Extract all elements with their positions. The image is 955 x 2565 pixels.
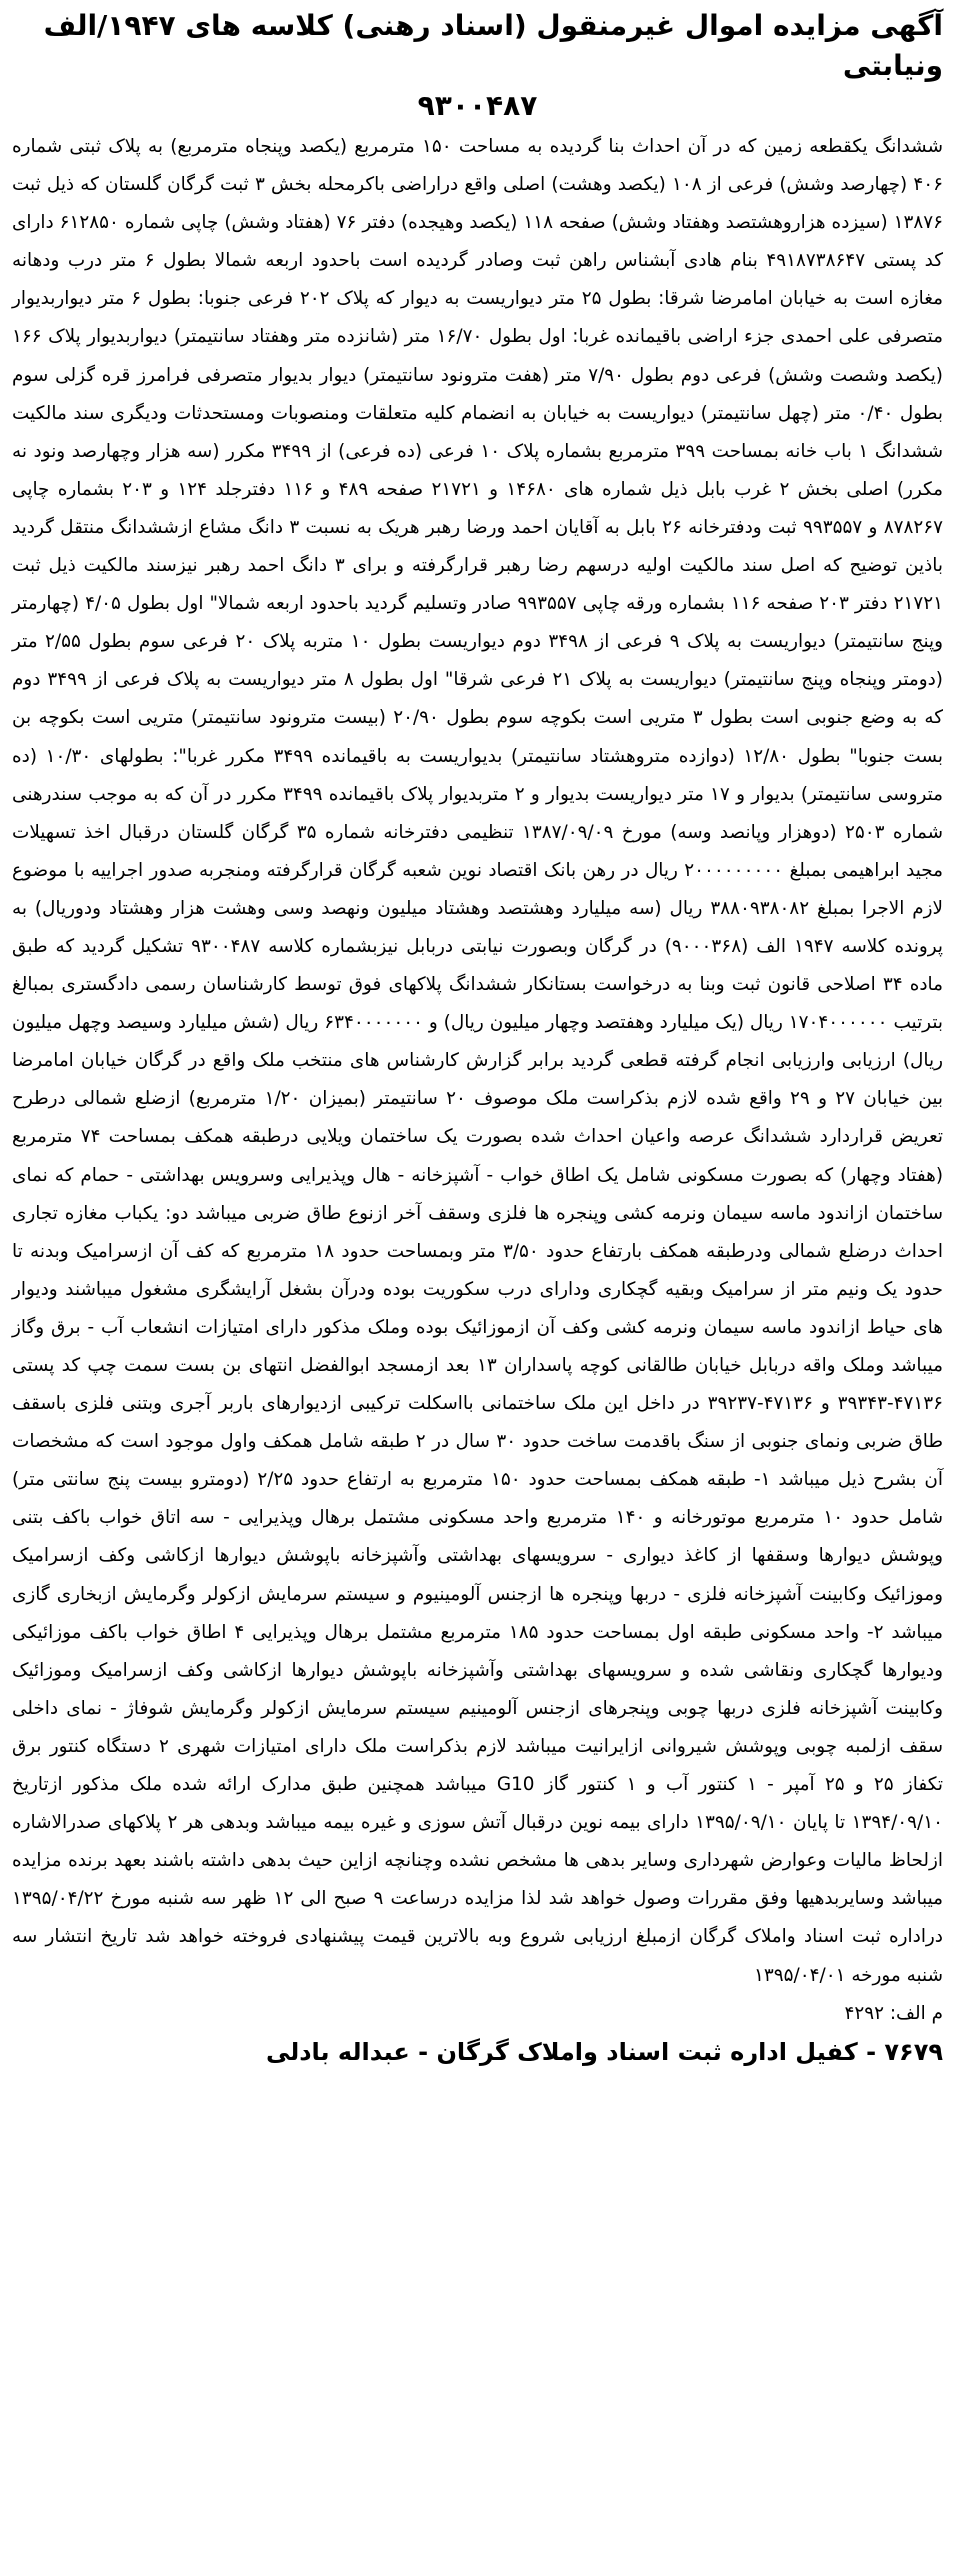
notice-title: آگهی مزایده اموال غیرمنقول (اسناد رهنی) کلاسه های ۱۹۴۷/الف ونیابتی xyxy=(43,9,943,82)
notice-body: ششدانگ یکقطعه زمین که در آن احداث بنا گردیده به مساحت ۱۵۰ مترمربع (یکصد وپنجاه مترمربع) به پلاک ثبتی شماره ۴۰۶ (چهارصد وشش) فرعی از ۱۰۸ (یکصد وهشت) اصلی واقع دراراضی باکرمحله بخش ۳ ثبت گرگان گلستان که ذیل ثبت ۱۳۸۷۶ (سیزده هزاروهشتصد وهفتاد وشش) صفحه ۱۱۸ (یکصد وهیجده) دفتر ۷۶ (هفتاد وشش) چاپی شماره ۶۱۲۸۵۰ دارای کد پستی ۴۹۱۸۷۳۸۶۴۷ بنام هادی آبشناس راهن ثبت وصادر گردیده است باحدود اربعه شمالا بطول ۶ متر درب ودهانه مغازه است به خیابان امامرضا شرقا: بطول ۲۵ متر دیواریست به دیوار که پلاک ۲۰۲ فرعی جنوبا: بطول ۶ متر دیواربدیوار متصرفی علی احمدی جزء اراضی باقیمانده غربا: اول بطول ۱۶/۷۰ متر (شانزده متر وهفتاد سانتیمتر) دیواربدیوار پلاک ۱۶۶ (یکصد وشصت وشش) فرعی دوم بطول ۷/۹۰ متر (هفت مترونود سانتیمتر) دیوار بدیوار متصرفی فرامرز قره گزلی سوم بطول ۰/۴۰ متر (چهل سانتیمتر) دیواریست به خیابان به انضمام کلیه متعلقات ومنصوبات ومستحدثات ودیگری سند مالکیت ششدانگ ۱ باب خانه بمساحت ۳۹۹ مترمربع بشماره پلاک ۱۰ فرعی (ده فرعی) از ۳۴۹۹ مکرر (سه هزار وچهارصد ونود نه مکرر) اصلی بخش ۲ غرب بابل ذیل شماره های ۱۴۶۸۰ و ۲۱۷۲۱ صفحه ۴۸۹ و ۱۱۶ دفترجلد ۱۲۴ و ۲۰۳ بشماره چاپی ۸۷۸۲۶۷ و ۹۹۳۵۵۷ ثبت ودفترخانه ۲۶ بابل به آقایان احمد ورضا رهبر هریک به نسبت ۳ دانگ مشاع ازششدانگ منتقل گردید باذین توضیح که اصل سند مالکیت اولیه درسهم رضا رهبر قرارگرفته و برای ۳ دانگ احمد رهبر نیزسند مالکیت ذیل ثبت ۲۱۷۲۱ دفتر ۲۰۳ صفحه ۱۱۶ بشماره ورقه چاپی ۹۹۳۵۵۷ صادر وتسلیم گردید باحدود اربعه شمالا" اول بطول ۴/۰۵ (چهارمتر وپنج سانتیمتر) دیواریست به پلاک ۹ فرعی از ۳۴۹۸ دوم دیواریست بطول ۱۰ متربه پلاک ۲۰ فرعی سوم بطول ۲/۵۵ متر (دومتر وپنجاه وپنج سانتیمتر) دیواریست به پلاک ۲۱ فرعی شرقا" اول بطول ۸ متر دیواریست به پلاک فرعی از ۳۴۹۹ دوم که به وضع جنوبی است بطول ۳ متریی است بکوچه سوم بطول ۲۰/۹۰ (بیست مترونود سانتیمتر) متریی است بکوچه بن بست جنوبا" بطول ۱۲/۸۰ (دوازده متروهشتاد سانتیمتر) بدیواریست به باقیمانده ۳۴۹۹ مکرر غربا": بطولهای ۱۰/۳۰ (ده متروسی سانتیمتر) بدیوار و ۱۷ متر دیواریست بدیوار و ۲ متربدیوار پلاک باقیمانده ۳۴۹۹ مکرر در آن که به موجب سندرهنی شماره ۲۵۰۳ (دوهزار وپانصد وسه) مورخ ۱۳۸۷/۰۹/۰۹ تنظیمی دفترخانه شماره ۳۵ گرگان گلستان درقبال اخذ تسهیلات مجید ابراهیمی بمبلغ ۲۰۰۰۰۰۰۰۰۰ ریال در رهن بانک اقتصاد نوین شعبه گرگان قرارگرفته ومنجربه صدور اجراییه با موضوع لازم الاجرا بمبلغ ۳۸۸۰۹۳۸۰۸۲ ریال (سه میلیارد وهشتصد وهشتاد میلیون ونهصد وسی وهشت هزار وهشتاد ودوریال) به پرونده کلاسه ۱۹۴۷ الف (۹۰۰۰۳۶۸) در گرگان وبصورت نیابتی دربابل نیزبشماره کلاسه ۹۳۰۰۴۸۷ تشکیل گردید که طبق ماده ۳۴ اصلاحی قانون ثبت وبنا به درخواست بستانکار ششدانگ پلاکهای فوق توسط کارشناسان رسمی دادگستری بمبالغ بترتیب ۱۷۰۴۰۰۰۰۰۰ ریال (یک میلیارد وهفتصد وچهار میلیون ریال) و ۶۳۴۰۰۰۰۰۰۰ ریال (شش میلیارد وسیصد وچهل میلیون ریال) ارزیابی وارزیابی انجام گرفته قطعی گردید برابر گزارش کارشناس های منتخب ملک واقع در گرگان خیابان امامرضا بین خیابان ۲۷ و ۲۹ واقع شده لازم بذکراست ملک موصوف ۲۰ سانتیمتر (بمیزان ۱/۲۰ مترمربع) ازضلع شمالی درطرح تعریض قراردارد ششدانگ عرصه واعیان احداث شده بصورت یک ساختمان ویلایی درطبقه همکف بمساحت ۷۴ مترمربع (هفتاد وچهار) که بصورت مسکونی شامل یک اطاق خواب - آشپزخانه - هال وپذیرایی وسرویس بهداشتی - حمام که نمای ساختمان ازاندود ماسه سیمان ونرمه کشی وپنجره ها فلزی وسقف آخر ازنوع طاق ضربی میباشد دو: یکباب مغازه تجاری احداث درضلع شمالی ودرطبقه همکف بارتفاع حدود ۳/۵۰ متر وبمساحت حدود ۱۸ مترمربع که کف آن ازسرامیک وبدنه تا حدود یک ونیم متر از سرامیک وبقیه گچکاری ودارای درب سکوریت بوده ودرآن بشغل آرایشگری مشغول میباشند ودیوار های حیاط ازاندود ماسه سیمان ونرمه کشی وکف آن ازموزائیک بوده وملک مذکور دارای امتیازات انشعاب آب - برق وگاز میباشد وملک واقه دربابل خیابان طالقانی کوچه پاسداران ۱۳ بعد ازمسجد ابوالفضل انتهای بن بست سمت چپ کد پستی ۴۷۱۳۶-۳۹۳۴۳ و ۴۷۱۳۶-۳۹۲۳۷ در داخل این ملک ساختمانی بااسکلت ترکیبی ازدیوارهای باربر آجری وبتنی فلزی باسقف طاق ضربی ونمای جنوبی از سنگ باقدمت ساخت حدود ۳۰ سال در ۲ طبقه شامل همکف واول موجود است که مشخصات آن بشرح ذیل میباشد ۱- طبقه همکف بمساحت حدود ۱۵۰ مترمربع به ارتفاع حدود ۲/۲۵ (دومترو بیست پنج سانتی متر) شامل حدود ۱۰ مترمربع موتورخانه و ۱۴۰ مترمربع واحد مسکونی مشتمل برهال وپذیرایی - سه اتاق خواب باکف بتنی وپوشش دیوارها وسقفها از کاغذ دیواری - سرویسهای بهداشتی وآشپزخانه باپوشش دیوارها ازکاشی وکف ازسرامیک وموزائیک وکابینت آشپزخانه فلزی - دربها وپنجره ها ازجنس آلومینیوم و سیستم سرمایش ازکولر وگرمایش ازبخاری گازی میباشد ۲- واحد مسکونی طبقه اول بمساحت حدود ۱۸۵ مترمربع مشتمل برهال وپذیرایی ۴ اطاق خواب باکف موزائیکی ودیوارها گچکاری ونقاشی شده و سرویسهای بهداشتی وآشپزخانه باپوشش دیوارها ازکاشی وکف ازسرامیک وموزائیک وکابینت آشپزخانه فلزی دربها چوبی وپنجرهای ازجنس آلومینیم سیستم سرمایش ازکولر وگرمایش شوفاژ - نمای داخلی سقف ازلمبه چوبی وپوشش شیروانی ازایرانیت میباشد لازم بذکراست ملک دارای امتیازات شهری ۲ دستگاه کنتور برق تکفاز ۲۵ و ۲۵ آمپر - ۱ کنتور آب و ۱ کنتور گاز G10 میباشد همچنین طبق مدارک ارائه شده ملک مذکور ازتاریخ ۱۳۹۴/۰۹/۱۰ تا پایان ۱۳۹۵/۰۹/۱۰ دارای بیمه نوین درقبال آتش سوزی و غیره بیمه میباشد وبدهی هر ۲ پلاکهای صدرالاشاره ازلحاظ مالیات وعوارض شهرداری وسایر بدهی ها مشخص نشده وچنانچه ازاین حیث بدهی داشته باشند بعهد برنده مزایده میباشد وسایربدهیها وفق مقررات وصول خواهد شد لذا مزایده درساعت ۹ صبح الی ۱۲ ظهر سه شنبه مورخ ۱۳۹۵/۰۴/۲۲ دراداره ثبت اسناد واملاک گرگان ازمبلغ ارزیابی شروع وبه بالاترین قیمت پیشنهادی فروخته خواهد شد تاریخ انتشار سه شنبه مورخه ۱۳۹۵/۰۴/۰۱ xyxy=(12,136,944,1986)
notice-ref-number: ۹۳۰۰۴۸۷ xyxy=(417,89,538,122)
notice-signature: ۷۶۷۹ - کفیل اداره ثبت اسناد واملاک گرگان - عبداله بادلی xyxy=(265,2037,943,2066)
notice-footer-id: م الف: ۴۲۹۲ xyxy=(844,2002,943,2024)
